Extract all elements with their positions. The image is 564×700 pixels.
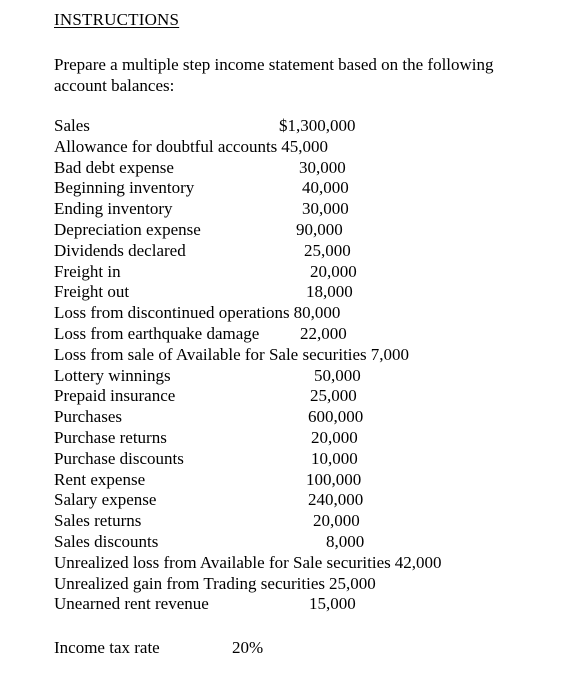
- account-row-sales-returns: [54, 511, 534, 532]
- account-row-sales-discounts: [54, 532, 534, 553]
- account-label: Bad debt expense: [54, 157, 174, 177]
- account-row-depreciation: [54, 220, 534, 241]
- account-row-prepaid-insurance: [54, 386, 534, 407]
- account-label: Sales discounts: [54, 531, 159, 551]
- account-row-allowance-doubtful: [54, 137, 534, 158]
- account-label: Depreciation expense: [54, 219, 201, 239]
- income-tax-rate-label: Income tax rate: [54, 638, 160, 657]
- account-value: 10,000: [311, 448, 358, 468]
- account-value: 25,000: [310, 386, 357, 406]
- account-row-sales: [54, 116, 534, 137]
- account-label: Freight in: [54, 261, 121, 281]
- account-value: 600,000: [308, 407, 364, 427]
- account-label: Lottery winnings: [54, 365, 171, 385]
- account-row-beginning-inventory: [54, 178, 534, 199]
- account-value: 45,000: [281, 136, 329, 156]
- account-value: 20,000: [313, 511, 360, 531]
- account-row-discontinued-operations: [54, 303, 534, 324]
- account-value: 30,000: [299, 157, 346, 177]
- account-value: 7,000: [370, 344, 409, 364]
- account-label: Sales: [54, 116, 90, 135]
- account-row-salary-expense: [54, 490, 534, 511]
- account-balances-list: [54, 116, 534, 615]
- account-label: Ending inventory: [54, 199, 173, 219]
- instructions-text: Prepare a multiple step income statement based on the following account balances:: [54, 55, 494, 95]
- account-label: Sales returns: [54, 511, 142, 531]
- account-row-dividends: [54, 241, 534, 262]
- account-row-purchases: [54, 407, 534, 428]
- income-tax-rate-value: 20%: [232, 638, 264, 657]
- account-value: 20,000: [311, 427, 358, 447]
- account-row-lottery-winnings: [54, 366, 534, 387]
- account-value: 42,000: [394, 552, 442, 572]
- account-row-purchase-discounts: [54, 449, 534, 470]
- account-label: Unrealized loss from Available for Sale securities: [54, 552, 391, 572]
- account-row-unearned-rent: [54, 594, 534, 615]
- account-label: Loss from earthquake damage: [54, 323, 260, 343]
- account-label: Loss from sale of Available for Sale securities: [54, 344, 367, 364]
- instructions-heading: INSTRUCTIONS: [54, 10, 180, 29]
- account-label: Dividends declared: [54, 240, 186, 260]
- account-label: Purchases: [54, 407, 122, 427]
- account-value: 90,000: [296, 219, 343, 239]
- account-value: 18,000: [306, 282, 353, 302]
- account-label: Rent expense: [54, 469, 146, 489]
- account-value: 50,000: [314, 365, 361, 385]
- account-value: 100,000: [306, 469, 362, 489]
- account-label: Prepaid insurance: [54, 386, 176, 406]
- account-row-earthquake-damage: [54, 324, 534, 345]
- account-label: Purchase returns: [54, 427, 167, 447]
- account-label: Unearned rent revenue: [54, 594, 209, 614]
- account-value: 240,000: [308, 490, 364, 510]
- account-row-unrealized-gain-trading: [54, 574, 534, 595]
- account-label: Freight out: [54, 282, 130, 302]
- account-value: 15,000: [309, 594, 356, 614]
- account-label: Salary expense: [54, 490, 157, 510]
- account-label: Loss from discontinued operations: [54, 303, 290, 323]
- account-row-unrealized-loss-afs: [54, 553, 534, 574]
- account-value: $1,300,000: [279, 116, 356, 135]
- account-value: 25,000: [329, 573, 376, 593]
- account-value: 30,000: [302, 199, 349, 219]
- account-value: 8,000: [326, 531, 365, 551]
- account-label: Unrealized gain from Trading securities: [54, 573, 325, 593]
- account-value: 40,000: [302, 178, 349, 198]
- account-row-freight-out: [54, 282, 534, 303]
- account-row-rent-expense: [54, 470, 534, 491]
- account-row-freight-in: [54, 262, 534, 283]
- account-label: Beginning inventory: [54, 178, 195, 198]
- account-value: 20,000: [310, 261, 357, 281]
- account-row-loss-sale-afs: [54, 345, 534, 366]
- account-value: 22,000: [300, 323, 347, 343]
- account-value: 25,000: [304, 240, 351, 260]
- account-label: Allowance for doubtful accounts: [54, 136, 278, 156]
- account-label: Purchase discounts: [54, 448, 184, 468]
- account-row-ending-inventory: [54, 199, 534, 220]
- account-value: 80,000: [293, 303, 341, 323]
- account-row-bad-debt: [54, 158, 534, 179]
- account-row-purchase-returns: [54, 428, 534, 449]
